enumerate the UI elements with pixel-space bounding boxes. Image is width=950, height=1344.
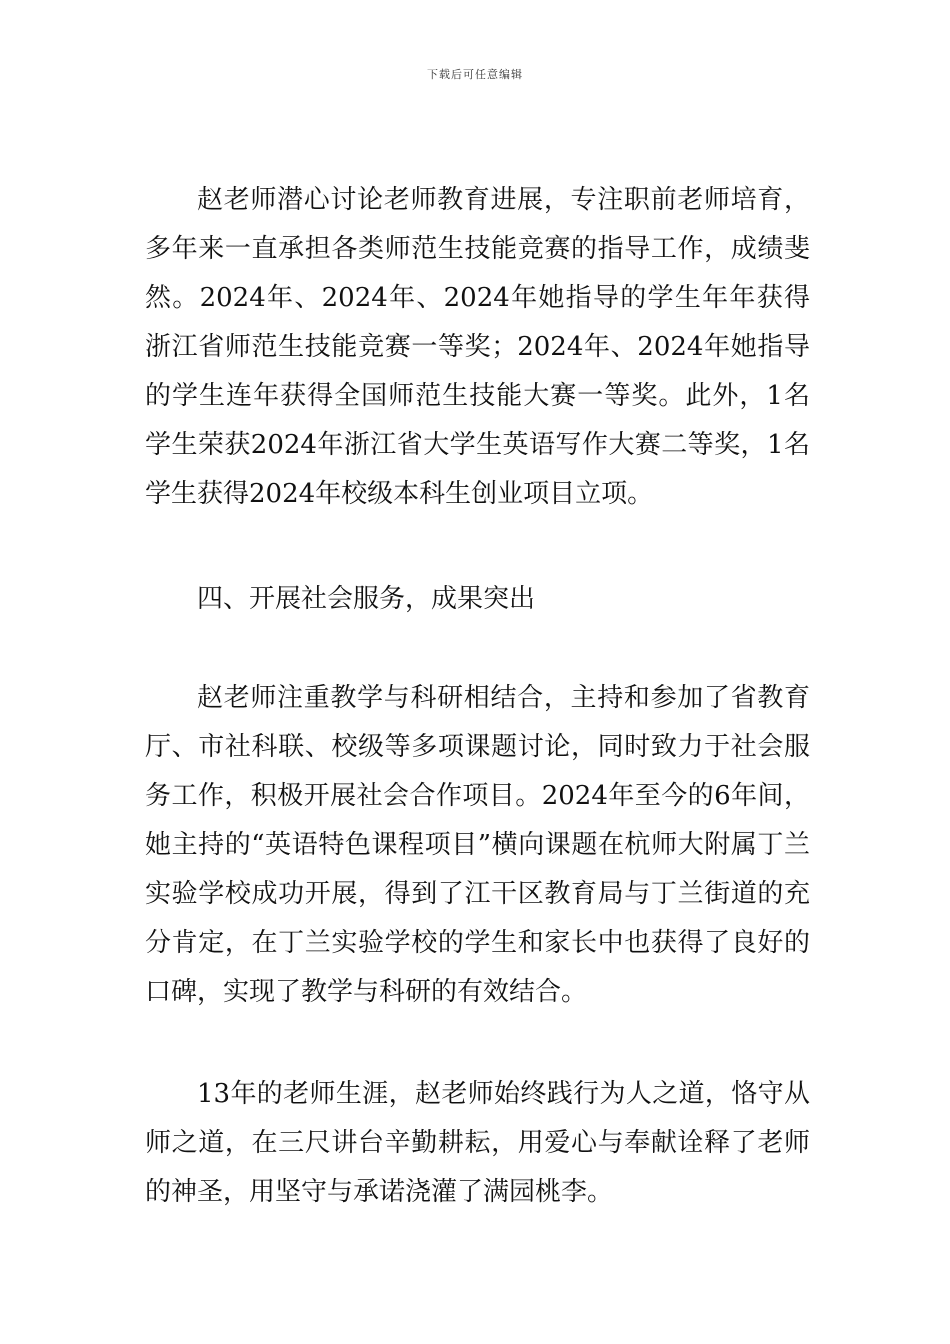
section-heading: 四、开展社会服务，成果突出 [197, 584, 536, 614]
header-note: 下载后可任意编辑 [427, 68, 523, 81]
body-paragraph: 赵老师潜心讨论老师教育进展，专注职前老师培育，多年来一直承担各类师范生技能竞赛的指导工作，成绩斐然。2024年、2024年、2024年她指导的学生年年获得浙江省师范生技能竞赛一等奖；2024年、2024年她指导的学生连年获得全国师范生技能大赛一等奖。此外，1名学生荣获2024年浙江省大学生英语写作大赛二等奖，1名学生获得2024年校级本科生创业项目立项。 [145, 185, 810, 509]
body-paragraph: 赵老师注重教学与科研相结合，主持和参加了省教育厅、市社科联、校级等多项课题讨论，同时致力于社会服务工作，积极开展社会合作项目。2024年至今的6年间，她主持的“英语特色课程项目”横向课题在杭师大附属丁兰实验学校成功开展，得到了江干区教育局与丁兰街道的充分肯定，在丁兰实验学校的学生和家长中也获得了良好的口碑，实现了教学与科研的有效结合。 [145, 683, 810, 1007]
body-paragraph: 13年的老师生涯，赵老师始终践行为人之道，恪守从师之道，在三尺讲台辛勤耕耘，用爱心与奉献诠释了老师的神圣，用坚守与承诺浇灌了满园桃李。 [145, 1079, 810, 1207]
